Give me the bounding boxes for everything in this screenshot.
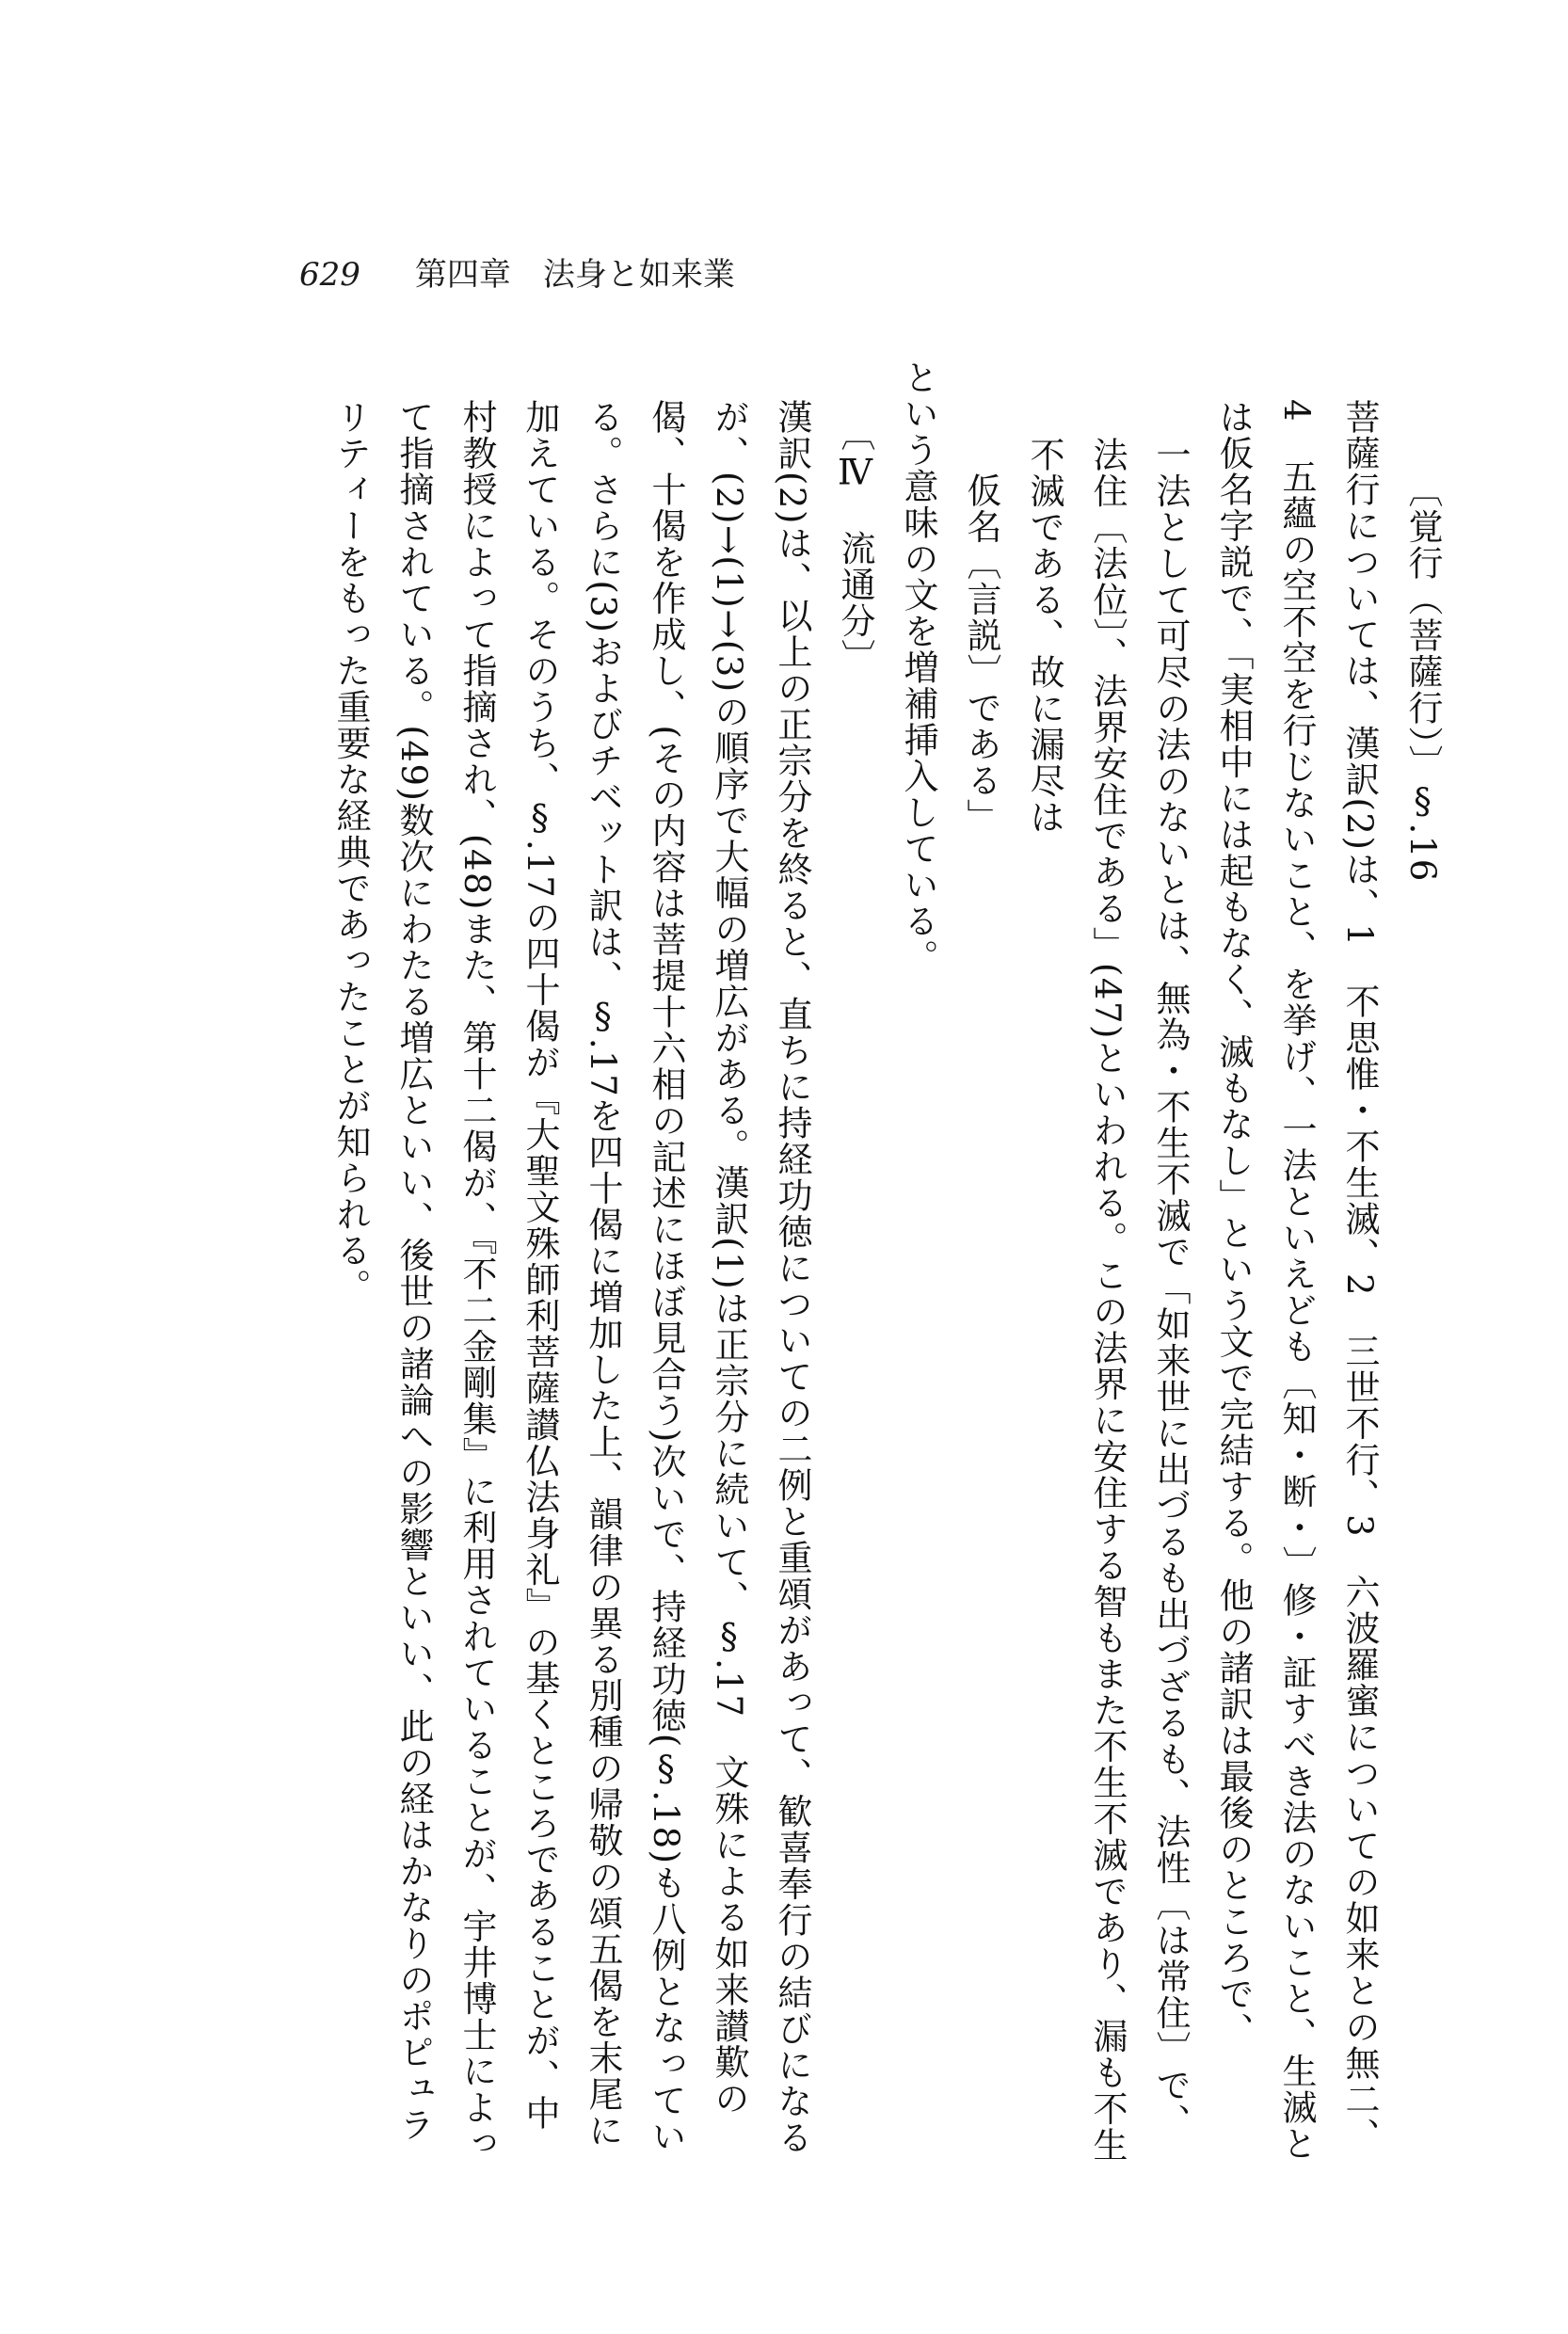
quoted-passage: 一法として可尽の法のないとは、無為・不生不滅で「如来世に出づるも出づざるも、法性〔は常住〕で、法住〔法位〕、法界安住である」(47)といわれる。この法界に安住する智もまた不生不滅であり、漏も不生不滅である、故に漏尽は (1024, 437, 1191, 2164)
paragraph-insertion-note: という意味の文を増補挿入している。 (898, 360, 938, 976)
paragraph-bodhisattva-practice: 菩薩行については、漢訳(2)は、1 不思惟・不生滅、2 三世不行、3 六波羅蜜についての如来との無二、4 五蘊の空不空を行じないこと、を挙げ、一法といえども〔知・断・〕修・証すべき法のないこと、生滅とは仮名字説で、「実相中には起もなく、滅もなし」という文で完結する。他の諸訳は最後のところで、 (1213, 399, 1380, 2163)
page-number: 629 (299, 256, 360, 294)
vertical-body-text (330, 360, 1454, 2166)
quoted-passage-end: 仮名〔言説〕である」 (961, 472, 1001, 835)
section-heading-circulation: 〔Ⅳ 流通分〕 (835, 416, 875, 676)
running-header (299, 248, 735, 295)
chapter-title: 第四章 法身と如来業 (414, 256, 735, 294)
section-heading-bodhisattva: 〔覚行（菩薩行）〕§.16 (1402, 472, 1443, 883)
paragraph-circulation: 漢訳(2)は、以上の正宗分を終ると、直ちに持経功徳についての二例と重頌があって、歓喜奉行の結びになるが、(2)→(1)→(3)の順序で大幅の増広がある。漢訳(1)は正宗分に続いて、§.17 文殊による如来讃歎の偈、十偈を作成し、(その内容は菩提十六相の記述にほぼ見合う)次いで、持経功徳(§.18)も八例となっている。さらに(3)およびチベット訳は、§.17を四十偈に増加した上、韻律の異る別種の帰敬の頌五偈を末尾に加えている。そのうち、§.17の四十偈が『大聖文殊師利菩薩讃仏法身礼』の基くところであることが、中村教授によって指摘され、(48)また、第十二偈が、『不二金剛集』に利用されていることが、宇井博士によって指摘されている。(49)数次にわたる増広といい、後世の諸論への影響といい、此の経はかなりのポピュラリティーをもった重要な経典であったことが知られる。 (330, 399, 812, 2162)
